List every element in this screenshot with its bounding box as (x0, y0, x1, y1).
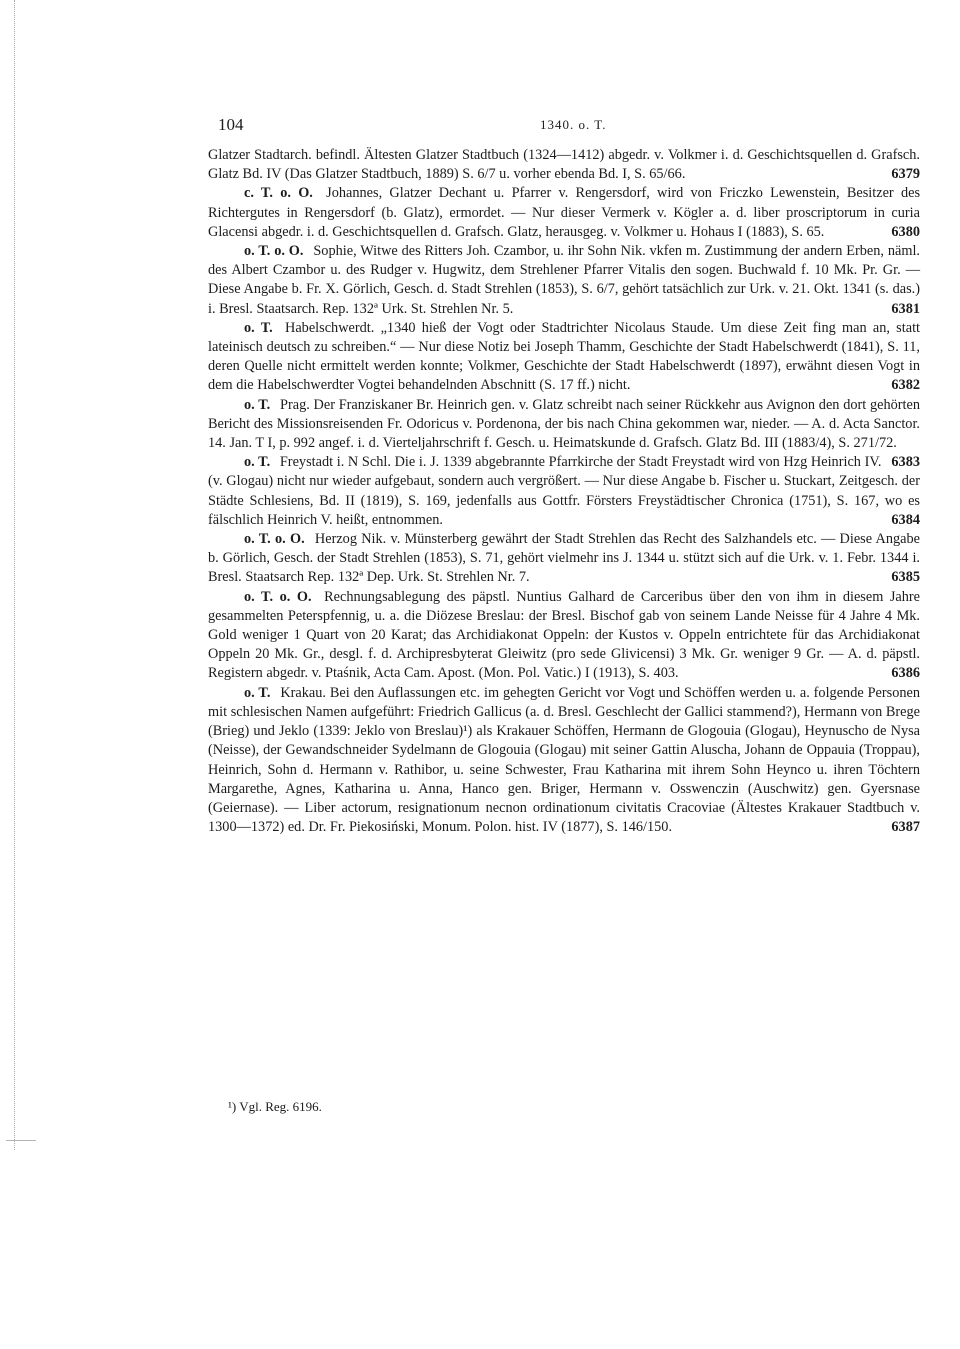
intro-text: Glatzer Stadtarch. befindl. Ältesten Glatzer Stadtbuch (1324—1412) abgedr. v. Volkmer i. d. Geschichtsquellen d. Grafsch. Glatz Bd. IV (Das Glatzer Stadtbuch, 1889) S. 6/7 u. vorher ebenda Bd. I, S. 65/66. (208, 147, 920, 183)
page-number: 104 (218, 115, 244, 134)
entry-text: Sophie, Witwe des Ritters Joh. Czambor, u. ihr Sohn Nik. vkfen m. Zustimmung der andern Erben, näml. des Albert Czambor u. des Rudger v. Hugwitz, dem Strehlener Pfarrer Vitalis den sogen. Buchwald f. 10 Mk. Pr. Gr. — Diese Angabe b. Fr. X. Görlich, Gesch. d. Stadt Strehlen (1853), S. 6/7, gehört tatsächlich zur Urk. v. 21. Okt. 1341 (s. das.) i. Bresl. Staatsarch. Rep. 132ª Urk. St. Strehlen Nr. 5. (208, 243, 920, 317)
running-head: 1340. o. T. (540, 117, 607, 132)
entry-date-place: o. T. (244, 319, 273, 336)
regest-entry (208, 588, 920, 684)
entry-text: Herzog Nik. v. Münsterberg gewährt der Stadt Strehlen das Recht des Salzhandels etc. — Diese Angabe b. Görlich, Gesch. der Stadt Strehlen (1853), S. 71, gehört vielmehr ins J. 1344 u. stützt sich auf die Urk. v. 1. Febr. 1344 i. Bresl. Staatsarch Rep. 132ª Dep. Urk. St. Strehlen Nr. 7. (208, 531, 921, 586)
regest-number: 6379 (891, 166, 920, 183)
scan-margin-tick (6, 1140, 36, 1141)
regest-number: 6386 (891, 665, 920, 682)
regest-number: 6380 (891, 223, 920, 240)
entry-date-place: o. T. (244, 684, 271, 701)
entry-text: Rechnungsablegung des päpstl. Nuntius Galhard de Carceribus über den von ihm in diesem Jahre gesammelten Peterspfennig, u. a. die Diözese Breslau: der Bresl. Bischof gab von seinem Lande Neisse für 4 Jahre 4 Mk. Gold weniger 1 Quart von 20 Karat; das Archidiakonat Oppeln: der Kustos v. Oppeln entrichtete für das Archidiakonat Oppeln 20 Mk. Gr., desgl. f. d. Archipresbyterat Gleiwitz (pro sede Glivicensi) 3 Mk. Gr. weniger 9 Gr. — A. d. päpstl. Registern abgedr. v. Ptaśnik, Acta Cam. Apost. (Mon. Pol. Vatic.) I (1913), S. 403. (208, 588, 921, 682)
entry-date-place: o. T. (244, 454, 271, 471)
entry-date-place: c. T. o. O. (244, 185, 313, 202)
document-body (208, 146, 920, 837)
entry-text: Prag. Der Franziskaner Br. Heinrich gen. v. Glatz schreibt nach seiner Rückkehr aus Avignon den dort gehörten Bericht des Missionsreisenden Fr. Odoricus v. Pordenona, der bis nach China gekommen war, nieder. — A. d. Acta Sanctor. 14. Jan. T I, p. 992 angef. i. d. Vierteljahrschrift f. Gesch. u. Heimatskunde d. Grafsch. Glatz Bd. III (1883/4), S. 271/72. (208, 396, 920, 452)
regest-number: 6384 (891, 511, 920, 528)
regest-entry (208, 319, 920, 396)
regest-entry (208, 453, 920, 530)
regest-entry (208, 396, 920, 471)
intro-paragraph (208, 146, 920, 184)
regest-number: 6387 (891, 819, 920, 836)
regest-entry (208, 530, 920, 588)
entry-date-place: o. T. (244, 396, 271, 413)
regest-entry (208, 684, 920, 838)
footnote: ¹) Vgl. Reg. 6196. (228, 1099, 322, 1114)
regest-number: 6383 (891, 454, 920, 471)
entry-date-place: o. T. o. O. (244, 243, 304, 260)
entry-text: Habelschwerdt. „1340 hieß der Vogt oder Stadtrichter Nicolaus Staude. Um diese Zeit fing man an, statt lateinisch deutsch zu schreiben.“ — Nur diese Notiz bei Joseph Thamm, Geschichte der Stadt Habelschwerdt (1841), S. 11, deren Quelle nicht ermittelt werden konnte; Volkmer, Geschichte der Stadt Habelschwerdt (1897), erwähnt diesen Vogt in dem die Habelschwerdter Vogtei behandelnden Abschnitt (S. 17 ff.) nicht. (208, 319, 921, 394)
entry-text: Johannes, Glatzer Dechant u. Pfarrer v. Rengersdorf, wird von Friczko Lewenstein, Besitzer des Richtergutes in Rengersdorf (b. Glatz), ermordet. — Nur dieser Vermerk v. Kögler a. d. liber proscriptorum in curia Glacensi abgedr. i. d. Geschichtsquellen d. Grafsch. Glatz, herausgeg. v. Volkmer u. Hohaus I (1883), S. 65. (208, 185, 921, 240)
entry-date-place: o. T. o. O. (244, 588, 312, 605)
entry-date-place: o. T. o. O. (244, 531, 305, 548)
entry-text: Freystadt i. N Schl. Die i. J. 1339 abgebrannte Pfarrkirche der Stadt Freystadt wird von Hzg Heinrich IV. (v. Glogau) nicht nur wieder aufgebaut, sondern auch vergrößert. — Nur diese Angabe b. Fischer u. Stuckart, Zeitgesch. der Städte Schlesiens, Bd. II (1819), S. 169, jedenfalls aus Gottfr. Försters Freystädtischer Chronica (1751), S. 167, wo es fälschlich Heinrich V. heißt, entnommen. (208, 454, 920, 528)
regest-entry (208, 242, 920, 319)
entry-text: Krakau. Bei den Auflassungen etc. im gehegten Gericht vor Vogt und Schöffen werden u. a. folgende Personen mit schlesischen Namen aufgeführt: Friedrich Gallicus (a. d. Bresl. Geschlecht der Gallici stammend?), Hermann von Brege (Brieg) und Jeklo (1339: Jeklo von Breslau)¹) als Krakauer Schöffen, Hermann de Glogouia (Glogau), Heynuscho de Nysa (Neisse), der Gewandschneider Sydelmann de Glogouia (Glogau) mit seiner Gattin Aluscha, Johann de Oppauia (Troppau), Heinrich, Sohn d. Hermann v. Rathibor, u. seine Schwester, Frau Katharina mit ihrem Sohn Heynco u. ihren Töchtern Margarethe, Agnes, Katharina u. Anna, Hanco gen. Briger, Hermann v. Osswenczin (Auschwitz) gen. Gyersnase (Geiernase). — Liber actorum, resignationum necnon ordinationum civitatis Cracoviae (Ältestes Krakauer Stadtbuch v. 1300—1372) ed. Dr. Fr. Piekosiński, Monum. Polon. hist. IV (1877), S. 146/150. (208, 684, 920, 836)
regest-number: 6385 (891, 569, 920, 586)
regest-entry (208, 184, 920, 242)
scan-margin-rule (14, 0, 15, 1150)
regest-number: 6382 (891, 377, 920, 394)
regest-number: 6381 (891, 300, 920, 317)
page-header (218, 115, 918, 137)
